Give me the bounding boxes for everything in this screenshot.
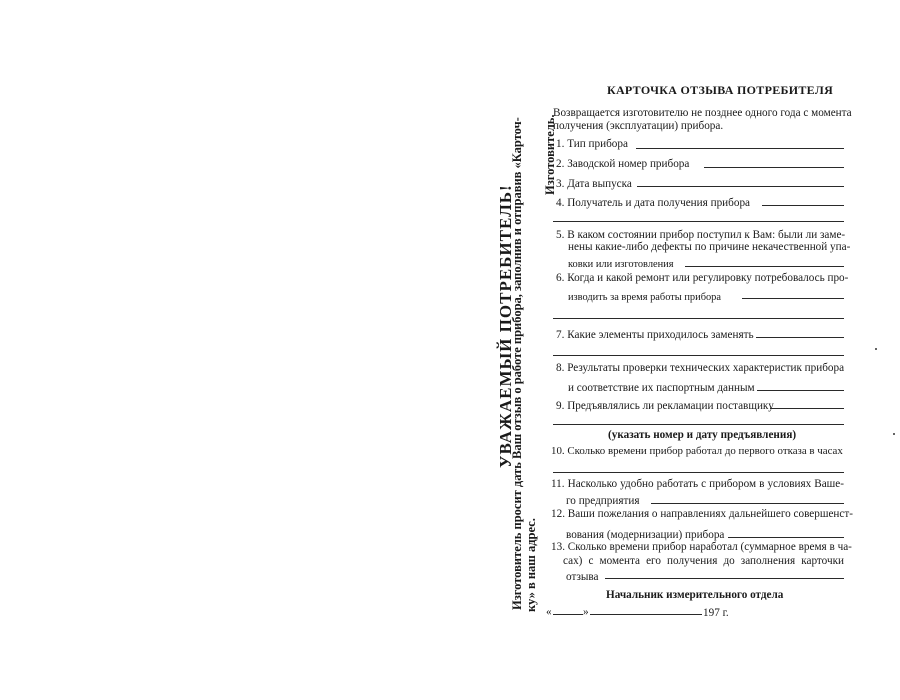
q4-label: 4. Получатель и дата получения прибора xyxy=(556,197,750,209)
q10-answer-line xyxy=(553,472,844,473)
q9-answer-line-2 xyxy=(553,424,844,425)
q6-line1: 6. Когда и какой ремонт или регулировку потребовалось про- xyxy=(556,272,849,284)
date-quote-close: » xyxy=(583,606,589,618)
q7-answer-line-2 xyxy=(553,355,844,356)
q5-line3: ковки или изготовления xyxy=(568,259,674,270)
signature-label: Начальник измерительного отдела xyxy=(606,589,784,601)
q11-line2: го предприятия xyxy=(566,495,640,507)
q6-answer-line-2 xyxy=(553,318,844,319)
q5-line2: нены какие-либо дефекты по причине некачественной упа- xyxy=(568,241,851,253)
scan-speck xyxy=(893,433,895,435)
q12-answer-line xyxy=(728,537,844,538)
q13-answer-line xyxy=(605,578,844,579)
q5-line1: 5. В каком состоянии прибор поступил к Вам: были ли заме- xyxy=(556,229,846,241)
q7-label: 7. Какие элементы приходилось заменять xyxy=(556,329,754,341)
q13-line3: отзыва xyxy=(566,571,599,583)
q9-note: (указать номер и дату предъявления) xyxy=(608,429,797,441)
side-heading: УВАЖАЕМЫЙ ПОТРЕБИТЕЛЬ! xyxy=(496,184,515,468)
side-maker-label: Изготовитель. xyxy=(543,114,557,195)
date-day-line xyxy=(553,614,583,615)
q8-answer-line xyxy=(757,390,844,391)
q1-answer-line xyxy=(636,148,844,149)
q11-answer-line xyxy=(651,503,844,504)
side-text-line2: ку» в наш адрес. xyxy=(524,518,538,612)
date-quote-open: « xyxy=(546,606,552,618)
q9-label: 9. Предъявлялись ли рекламации поставщику xyxy=(556,400,774,412)
q13-line2: сах) с момента его получения до заполнения карточки xyxy=(563,555,844,567)
q10-label: 10. Сколько времени прибор работал до первого отказа в часах xyxy=(551,445,843,457)
card-title: КАРТОЧКА ОТЗЫВА ПОТРЕБИТЕЛЯ xyxy=(606,83,834,97)
date-month-line xyxy=(590,614,702,615)
side-text-line1: Изготовитель просит дать Ваш отзыв о работе прибора, заполнив и отправив «Карточ- xyxy=(510,117,524,610)
q12-line1: 12. Ваши пожелания о направлениях дальнейшего совершенст- xyxy=(551,508,854,520)
q6-line2: изводить за время работы прибора xyxy=(568,292,721,303)
q5-answer-line xyxy=(685,266,844,267)
q3-answer-line xyxy=(637,186,844,187)
q8-line1: 8. Результаты проверки технических характеристик прибора xyxy=(556,362,845,374)
q4-answer-line-2 xyxy=(553,221,844,222)
q11-line1: 11. Насколько удобно работать с прибором в условиях Ваше- xyxy=(551,478,844,490)
q2-label: 2. Заводской номер прибора xyxy=(556,158,690,170)
q8-line2: и соответствие их паспортным данным xyxy=(568,382,755,394)
scan-speck xyxy=(875,348,877,350)
intro-line2: получения (эксплуатации) прибора. xyxy=(553,120,724,132)
q6-answer-line xyxy=(742,298,844,299)
date-year: 197 г. xyxy=(703,607,729,619)
q12-line2: вования (модернизации) прибора xyxy=(566,529,725,541)
q2-answer-line xyxy=(704,167,844,168)
q4-answer-line xyxy=(762,205,844,206)
q3-label: 3. Дата выпуска xyxy=(556,178,632,190)
q9-answer-line xyxy=(770,408,844,409)
q13-line1: 13. Сколько времени прибор наработал (суммарное время в ча- xyxy=(551,541,852,553)
intro-line1: Возвращается изготовителю не позднее одного года с момента xyxy=(553,107,852,119)
q1-label: 1. Тип прибора xyxy=(556,138,628,150)
q7-answer-line xyxy=(756,337,844,338)
